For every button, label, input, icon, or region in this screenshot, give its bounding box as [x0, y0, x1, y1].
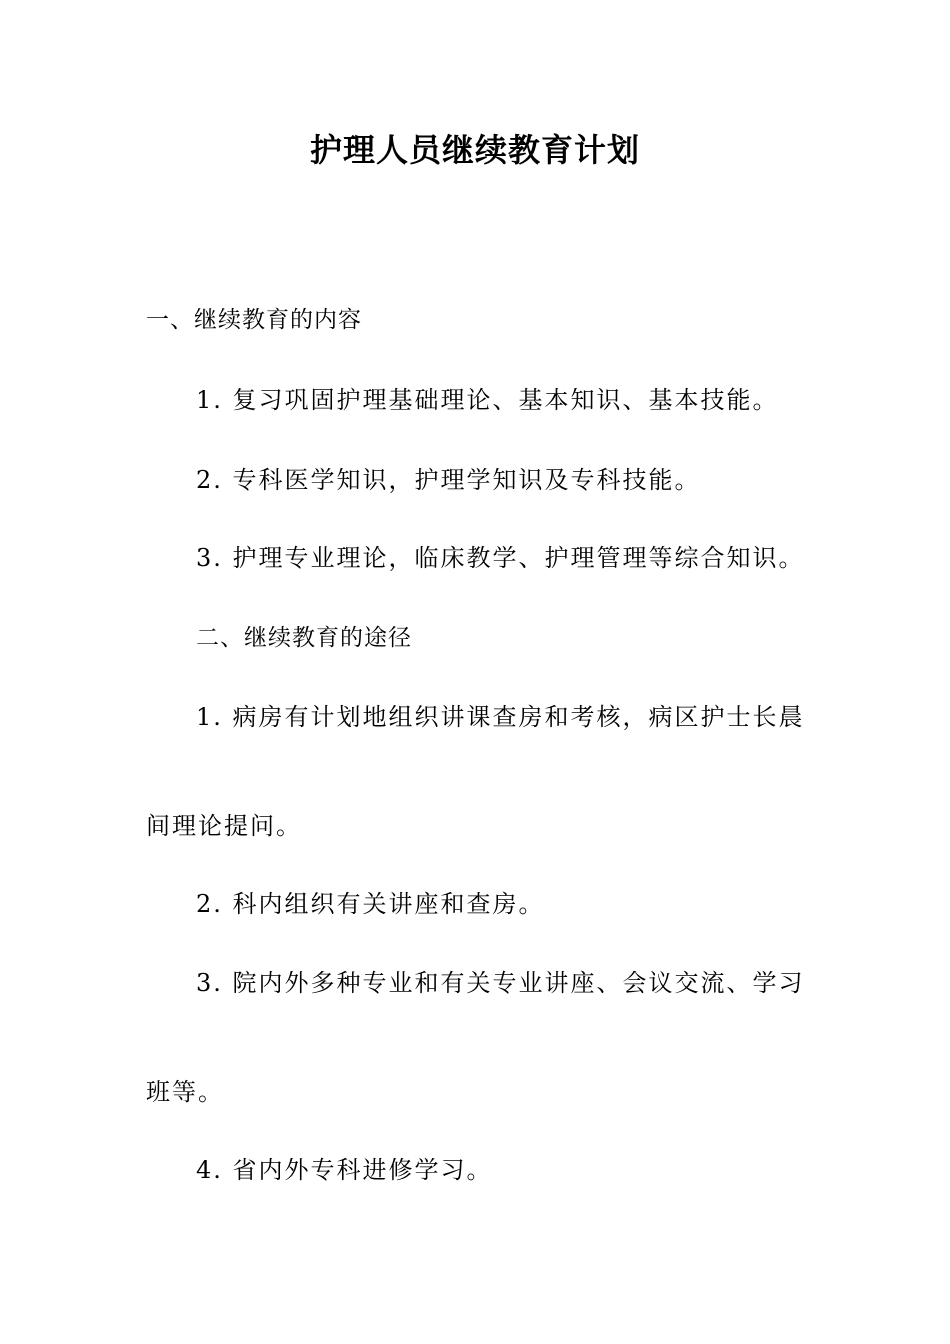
- document-title: 护理人员继续教育计划: [309, 131, 640, 169]
- approach-item-1-line-1: 1. 病房有计划地组织讲课查房和考核，病区护士长晨: [196, 703, 805, 731]
- content-item-2: 2. 专科医学知识，护理学知识及专科技能。: [196, 466, 701, 494]
- approach-item-1-line-2: 间理论提问。: [146, 812, 302, 840]
- section-heading-content: 一、继续教育的内容: [146, 307, 362, 333]
- content-item-3: 3. 护理专业理论，临床教学、护理管理等综合知识。: [196, 544, 805, 572]
- approach-item-4: 4. 省内外专科进修学习。: [196, 1156, 493, 1184]
- section-heading-approach: 二、继续教育的途径: [196, 625, 412, 651]
- content-item-1: 1. 复习巩固护理基础理论、基本知识、基本技能。: [196, 386, 779, 414]
- approach-item-2: 2. 科内组织有关讲座和查房。: [196, 890, 545, 918]
- approach-item-3-line-2: 班等。: [146, 1078, 224, 1106]
- approach-item-3-line-1: 3. 院内外多种专业和有关专业讲座、会议交流、学习: [196, 969, 805, 997]
